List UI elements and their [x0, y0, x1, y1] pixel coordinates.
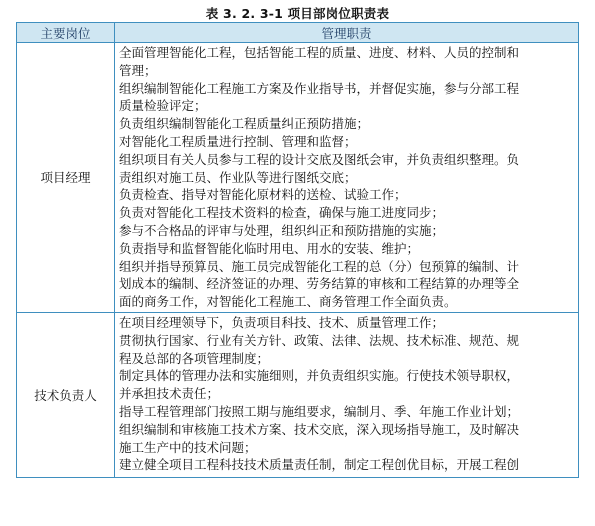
duty-line: 责组织对施工员、作业队等进行图纸交底； [119, 169, 357, 185]
responsibility-table [16, 22, 579, 478]
column-header-duties: 管理职责 [115, 23, 579, 43]
duty-line: 组织并指导预算员、施工员完成智能化工程的总（分）包预算的编制、计 [119, 258, 520, 274]
duties-cell [115, 312, 579, 477]
duty-line: 管理； [119, 62, 157, 78]
role-cell: 项目经理 [17, 43, 115, 313]
duty-line: 并承担技术责任； [119, 386, 220, 402]
duty-line: 建立健全项目工程科技技术质量责任制，制定工程创优目标，开展工程创 [119, 457, 520, 473]
header-row [17, 23, 579, 43]
duty-line: 施工生产中的技术问题； [119, 439, 257, 455]
table-title: 表 3. 2. 3-1 项目部岗位职责表 [205, 6, 390, 21]
duty-line: 组织项目有关人员参与工程的设计交底及图纸会审，并负责组织整理。负 [119, 151, 520, 167]
duty-line: 全面管理智能化工程，包括智能工程的质量、进度、材料、人员的控制和 [119, 45, 520, 60]
table-row [17, 312, 579, 477]
column-header-role: 主要岗位 [17, 23, 115, 43]
duty-line: 负责指导和监督智能化临时用电、用水的安装、维护； [119, 240, 420, 256]
duty-line: 制定具体的管理办法和实施细则，并负责组织实施。行使技术领导职权， [119, 368, 520, 384]
duty-line: 贯彻执行国家、行业有关方针、政策、法律、法规、技术标准、规范、规 [119, 332, 520, 348]
table-row [17, 43, 579, 313]
duty-line: 负责检查、指导对智能化原材料的送检、试验工作； [119, 187, 407, 203]
duty-line: 指导工程管理部门按照工期与施组要求，编制月、季、年施工作业计划； [119, 403, 520, 419]
duty-line: 划成本的编制、经济签证的办理、劳务结算的审核和工程结算的办理等全 [119, 276, 520, 292]
duty-line: 组织编制和审核施工技术方案、技术交底，深入现场指导施工，及时解决 [119, 421, 520, 437]
duty-line: 负责对智能化工程技术资料的检查，确保与施工进度同步； [119, 205, 445, 221]
duty-line: 程及总部的各项管理制度； [119, 350, 270, 366]
duty-line: 组织编制智能化工程施工方案及作业指导书，并督促实施，参与分部工程 [119, 80, 520, 96]
duty-line: 负责组织编制智能化工程质量纠正预防措施； [119, 116, 370, 132]
duty-line: 在项目经理领导下，负责项目科技、技术、质量管理工作； [119, 314, 445, 330]
role-cell: 技术负责人 [17, 312, 115, 477]
duty-line: 参与不合格品的评审与处理，组织纠正和预防措施的实施； [119, 222, 445, 238]
duty-line: 对智能化工程质量进行控制、管理和监督； [119, 133, 357, 149]
duty-line: 质量检验评定； [119, 98, 207, 114]
duties-cell [115, 43, 579, 313]
duty-line: 面的商务工作，对智能化工程施工、商务管理工作全面负责。 [119, 294, 457, 310]
